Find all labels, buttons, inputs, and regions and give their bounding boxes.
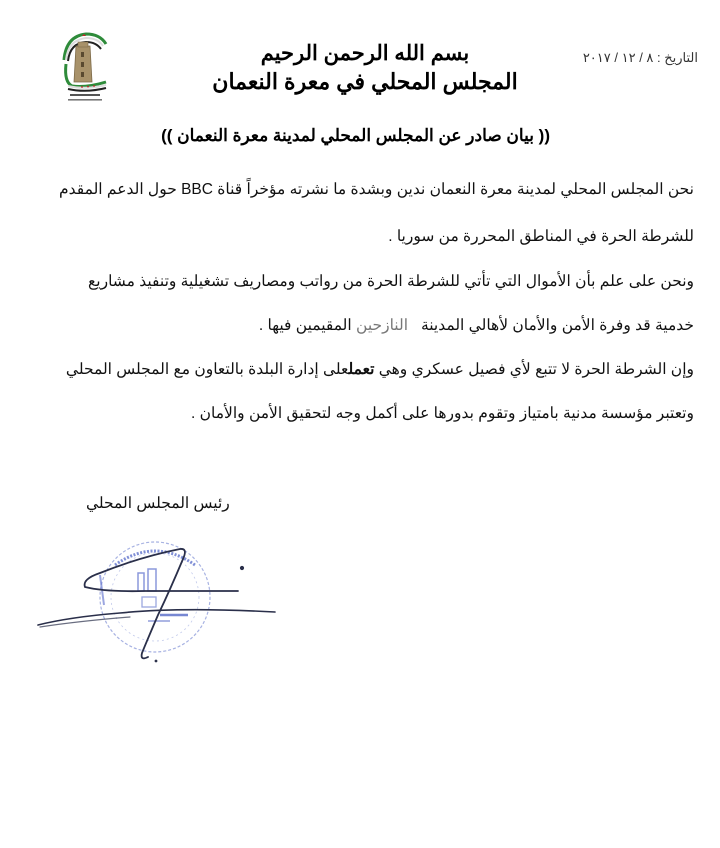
letterhead	[200, 40, 530, 96]
document-date: التاريخ : ٨ / ١٢ / ٢٠١٧	[582, 50, 698, 65]
body-paragraph-2-line-1: ونحن على علم بأن الأموال التي تأتي للشرطة الحرة من رواتب ومصاريف تشغيلية وتنفيذ مشاريع	[88, 273, 694, 290]
body-text-gray-word: النازحين	[356, 317, 409, 334]
body-paragraph-2-line-2	[259, 316, 694, 335]
body-text-segment: خدمية قد وفرة الأمن والأمان لأهالي المدينة	[420, 317, 694, 334]
body-text-bold-word: تعمل	[348, 361, 375, 378]
local-council-logo-icon	[56, 30, 112, 106]
signatory-title: رئيس المجلس المحلي	[86, 495, 230, 512]
body-text-segment: على إدارة البلدة بالتعاون مع المجلس المحلي	[65, 361, 349, 378]
body-text-segment: وإن الشرطة الحرة لا تتبع لأي فصيل عسكري وهي	[378, 361, 694, 378]
body-paragraph-3-line-2: وتعتبر مؤسسة مدنية بامتياز وتقوم بدورها على أكمل وجه لتحقيق الأمن والأمان .	[190, 405, 694, 422]
official-stamp-icon	[100, 542, 210, 652]
basmala-heading: بسم الله الرحمن الرحيم	[260, 42, 470, 65]
council-name-heading: المجلس المحلي في معرة النعمان	[212, 69, 518, 94]
body-paragraph-3-line-1	[66, 360, 694, 379]
statement-title: (( بيان صادر عن المجلس المحلي لمدينة معرة النعمان ))	[161, 126, 550, 145]
body-paragraph-1-line-2: للشرطة الحرة في المناطق المحررة من سوريا .	[388, 228, 694, 245]
body-paragraph-1-line-1: نحن المجلس المحلي لمدينة معرة النعمان ندين وبشدة ما نشرته مؤخراً قناة BBC حول الدعم المقدم	[59, 181, 694, 198]
body-text-segment: المقيمين فيها .	[258, 317, 352, 334]
stamp-and-signature	[30, 535, 290, 675]
